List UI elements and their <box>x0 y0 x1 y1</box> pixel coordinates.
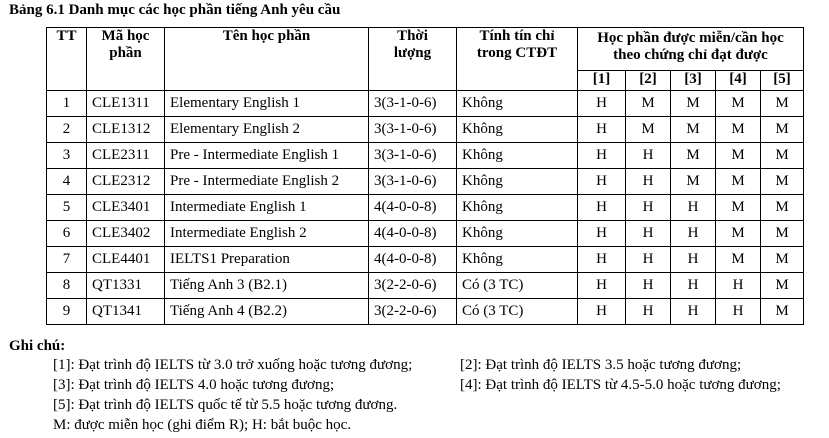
cell-credit: Không <box>457 195 578 221</box>
cell-level-4: M <box>716 117 761 143</box>
cell-level-1: H <box>578 143 626 169</box>
cell-level-1: H <box>578 195 626 221</box>
cell-level-2: H <box>626 195 671 221</box>
cell-level-2: H <box>626 273 671 299</box>
cell-level-1: H <box>578 299 626 325</box>
cell-level-3: M <box>671 91 716 117</box>
cell-level-5: M <box>761 221 804 247</box>
header-exempt <box>578 28 804 71</box>
header-exempt-line2: theo chứng chỉ đạt được <box>613 47 768 63</box>
cell-name: Tiếng Anh 3 (B2.1) <box>165 273 369 299</box>
cell-level-2: H <box>626 221 671 247</box>
header-level-2: [2] <box>626 71 671 91</box>
header-level-5: [5] <box>761 71 804 91</box>
header-credit-line1: Tính tín chỉ <box>479 28 555 44</box>
cell-credit: Không <box>457 117 578 143</box>
cell-level-2: M <box>626 117 671 143</box>
header-code-line1: Mã học <box>101 28 150 44</box>
header-tt: TT <box>47 28 87 91</box>
cell-level-4: H <box>716 299 761 325</box>
header-duration <box>369 28 457 91</box>
header-name: Tên học phần <box>165 28 369 91</box>
note-2: [2]: Đạt trình độ IELTS 3.5 hoặc tương đương; <box>460 357 742 373</box>
cell-level-1: H <box>578 91 626 117</box>
header-exempt-line1: Học phần được miễn/cần học <box>597 30 784 46</box>
cell-credit: Có (3 TC) <box>457 273 578 299</box>
cell-credit: Không <box>457 169 578 195</box>
header-row-1 <box>47 28 804 71</box>
cell-level-4: M <box>716 195 761 221</box>
cell-level-5: M <box>761 247 804 273</box>
cell-level-2: H <box>626 299 671 325</box>
cell-tt: 3 <box>47 143 87 169</box>
cell-tt: 4 <box>47 169 87 195</box>
table-row <box>47 299 804 325</box>
cell-credit: Không <box>457 91 578 117</box>
table-row <box>47 273 804 299</box>
notes-title: Ghi chú: <box>9 338 66 354</box>
cell-code: CLE3402 <box>87 221 165 247</box>
cell-level-3: M <box>671 117 716 143</box>
table-row <box>47 195 804 221</box>
cell-level-1: H <box>578 169 626 195</box>
cell-level-2: H <box>626 143 671 169</box>
cell-level-1: H <box>578 247 626 273</box>
table-row <box>47 221 804 247</box>
cell-level-4: M <box>716 221 761 247</box>
cell-duration: 3(3-1-0-6) <box>369 143 457 169</box>
cell-duration: 3(3-1-0-6) <box>369 91 457 117</box>
cell-tt: 1 <box>47 91 87 117</box>
header-level-1: [1] <box>578 71 626 91</box>
cell-name: Intermediate English 1 <box>165 195 369 221</box>
cell-duration: 3(3-1-0-6) <box>369 117 457 143</box>
cell-tt: 2 <box>47 117 87 143</box>
cell-name: Pre - Intermediate English 1 <box>165 143 369 169</box>
cell-name: Pre - Intermediate English 2 <box>165 169 369 195</box>
cell-level-4: M <box>716 247 761 273</box>
cell-credit: Không <box>457 221 578 247</box>
table-row <box>47 117 804 143</box>
table-row <box>47 143 804 169</box>
cell-level-3: H <box>671 195 716 221</box>
cell-level-1: H <box>578 221 626 247</box>
cell-credit: Không <box>457 143 578 169</box>
cell-tt: 7 <box>47 247 87 273</box>
header-credit-line2: trong CTĐT <box>476 45 558 61</box>
cell-level-3: M <box>671 143 716 169</box>
cell-level-2: H <box>626 247 671 273</box>
cell-name: Elementary English 1 <box>165 91 369 117</box>
note-4: [4]: Đạt trình độ IELTS từ 4.5-5.0 hoặc tương đương; <box>460 377 781 393</box>
cell-level-3: H <box>671 273 716 299</box>
cell-name: Tiếng Anh 4 (B2.2) <box>165 299 369 325</box>
cell-level-5: M <box>761 91 804 117</box>
cell-level-4: M <box>716 91 761 117</box>
cell-level-4: M <box>716 169 761 195</box>
note-3: [3]: Đạt trình độ IELTS 4.0 hoặc tương đương; <box>53 377 335 393</box>
cell-code: CLE4401 <box>87 247 165 273</box>
cell-duration: 3(2-2-0-6) <box>369 273 457 299</box>
cell-name: Intermediate English 2 <box>165 221 369 247</box>
cell-level-3: M <box>671 169 716 195</box>
cell-credit: Không <box>457 247 578 273</box>
cell-level-5: M <box>761 299 804 325</box>
cell-name: IELTS1 Preparation <box>165 247 369 273</box>
cell-code: CLE2311 <box>87 143 165 169</box>
cell-level-5: M <box>761 169 804 195</box>
header-level-3: [3] <box>671 71 716 91</box>
cell-level-1: H <box>578 117 626 143</box>
cell-credit: Có (3 TC) <box>457 299 578 325</box>
cell-tt: 9 <box>47 299 87 325</box>
cell-level-5: M <box>761 273 804 299</box>
header-duration-line1: Thời <box>397 28 428 44</box>
cell-level-5: M <box>761 143 804 169</box>
cell-duration: 4(4-0-0-8) <box>369 195 457 221</box>
note-1: [1]: Đạt trình độ IELTS từ 3.0 trở xuống hoặc tương đương; <box>53 357 413 373</box>
cell-duration: 3(2-2-0-6) <box>369 299 457 325</box>
table-row <box>47 247 804 273</box>
note-legend: M: được miễn học (ghi điểm R); H: bắt buộc học. <box>53 417 352 433</box>
header-credit <box>457 28 578 91</box>
cell-level-2: H <box>626 169 671 195</box>
cell-tt: 5 <box>47 195 87 221</box>
cell-level-4: H <box>716 273 761 299</box>
cell-tt: 8 <box>47 273 87 299</box>
cell-duration: 4(4-0-0-8) <box>369 247 457 273</box>
header-code-line2: phần <box>109 45 142 61</box>
cell-code: CLE3401 <box>87 195 165 221</box>
cell-level-3: H <box>671 247 716 273</box>
notes-section <box>9 338 65 355</box>
cell-tt: 6 <box>47 221 87 247</box>
table-body <box>47 91 804 325</box>
note-5: [5]: Đạt trình độ IELTS quốc tế từ 5.5 hoặc tương đương. <box>53 397 398 413</box>
cell-code: CLE1312 <box>87 117 165 143</box>
header-duration-line2: lượng <box>393 45 432 61</box>
cell-level-3: H <box>671 221 716 247</box>
cell-level-4: M <box>716 143 761 169</box>
cell-level-2: M <box>626 91 671 117</box>
cell-duration: 3(3-1-0-6) <box>369 169 457 195</box>
header-code <box>87 28 165 91</box>
cell-level-5: M <box>761 195 804 221</box>
table-caption: Bảng 6.1 Danh mục các học phần tiếng Anh yêu cầu <box>9 2 341 18</box>
cell-level-3: H <box>671 299 716 325</box>
cell-duration: 4(4-0-0-8) <box>369 221 457 247</box>
header-level-4: [4] <box>716 71 761 91</box>
cell-level-5: M <box>761 117 804 143</box>
table-row <box>47 91 804 117</box>
cell-code: QT1341 <box>87 299 165 325</box>
cell-code: CLE2312 <box>87 169 165 195</box>
cell-level-1: H <box>578 273 626 299</box>
courses-table <box>46 27 804 325</box>
cell-code: QT1331 <box>87 273 165 299</box>
cell-name: Elementary English 2 <box>165 117 369 143</box>
table-row <box>47 169 804 195</box>
cell-code: CLE1311 <box>87 91 165 117</box>
